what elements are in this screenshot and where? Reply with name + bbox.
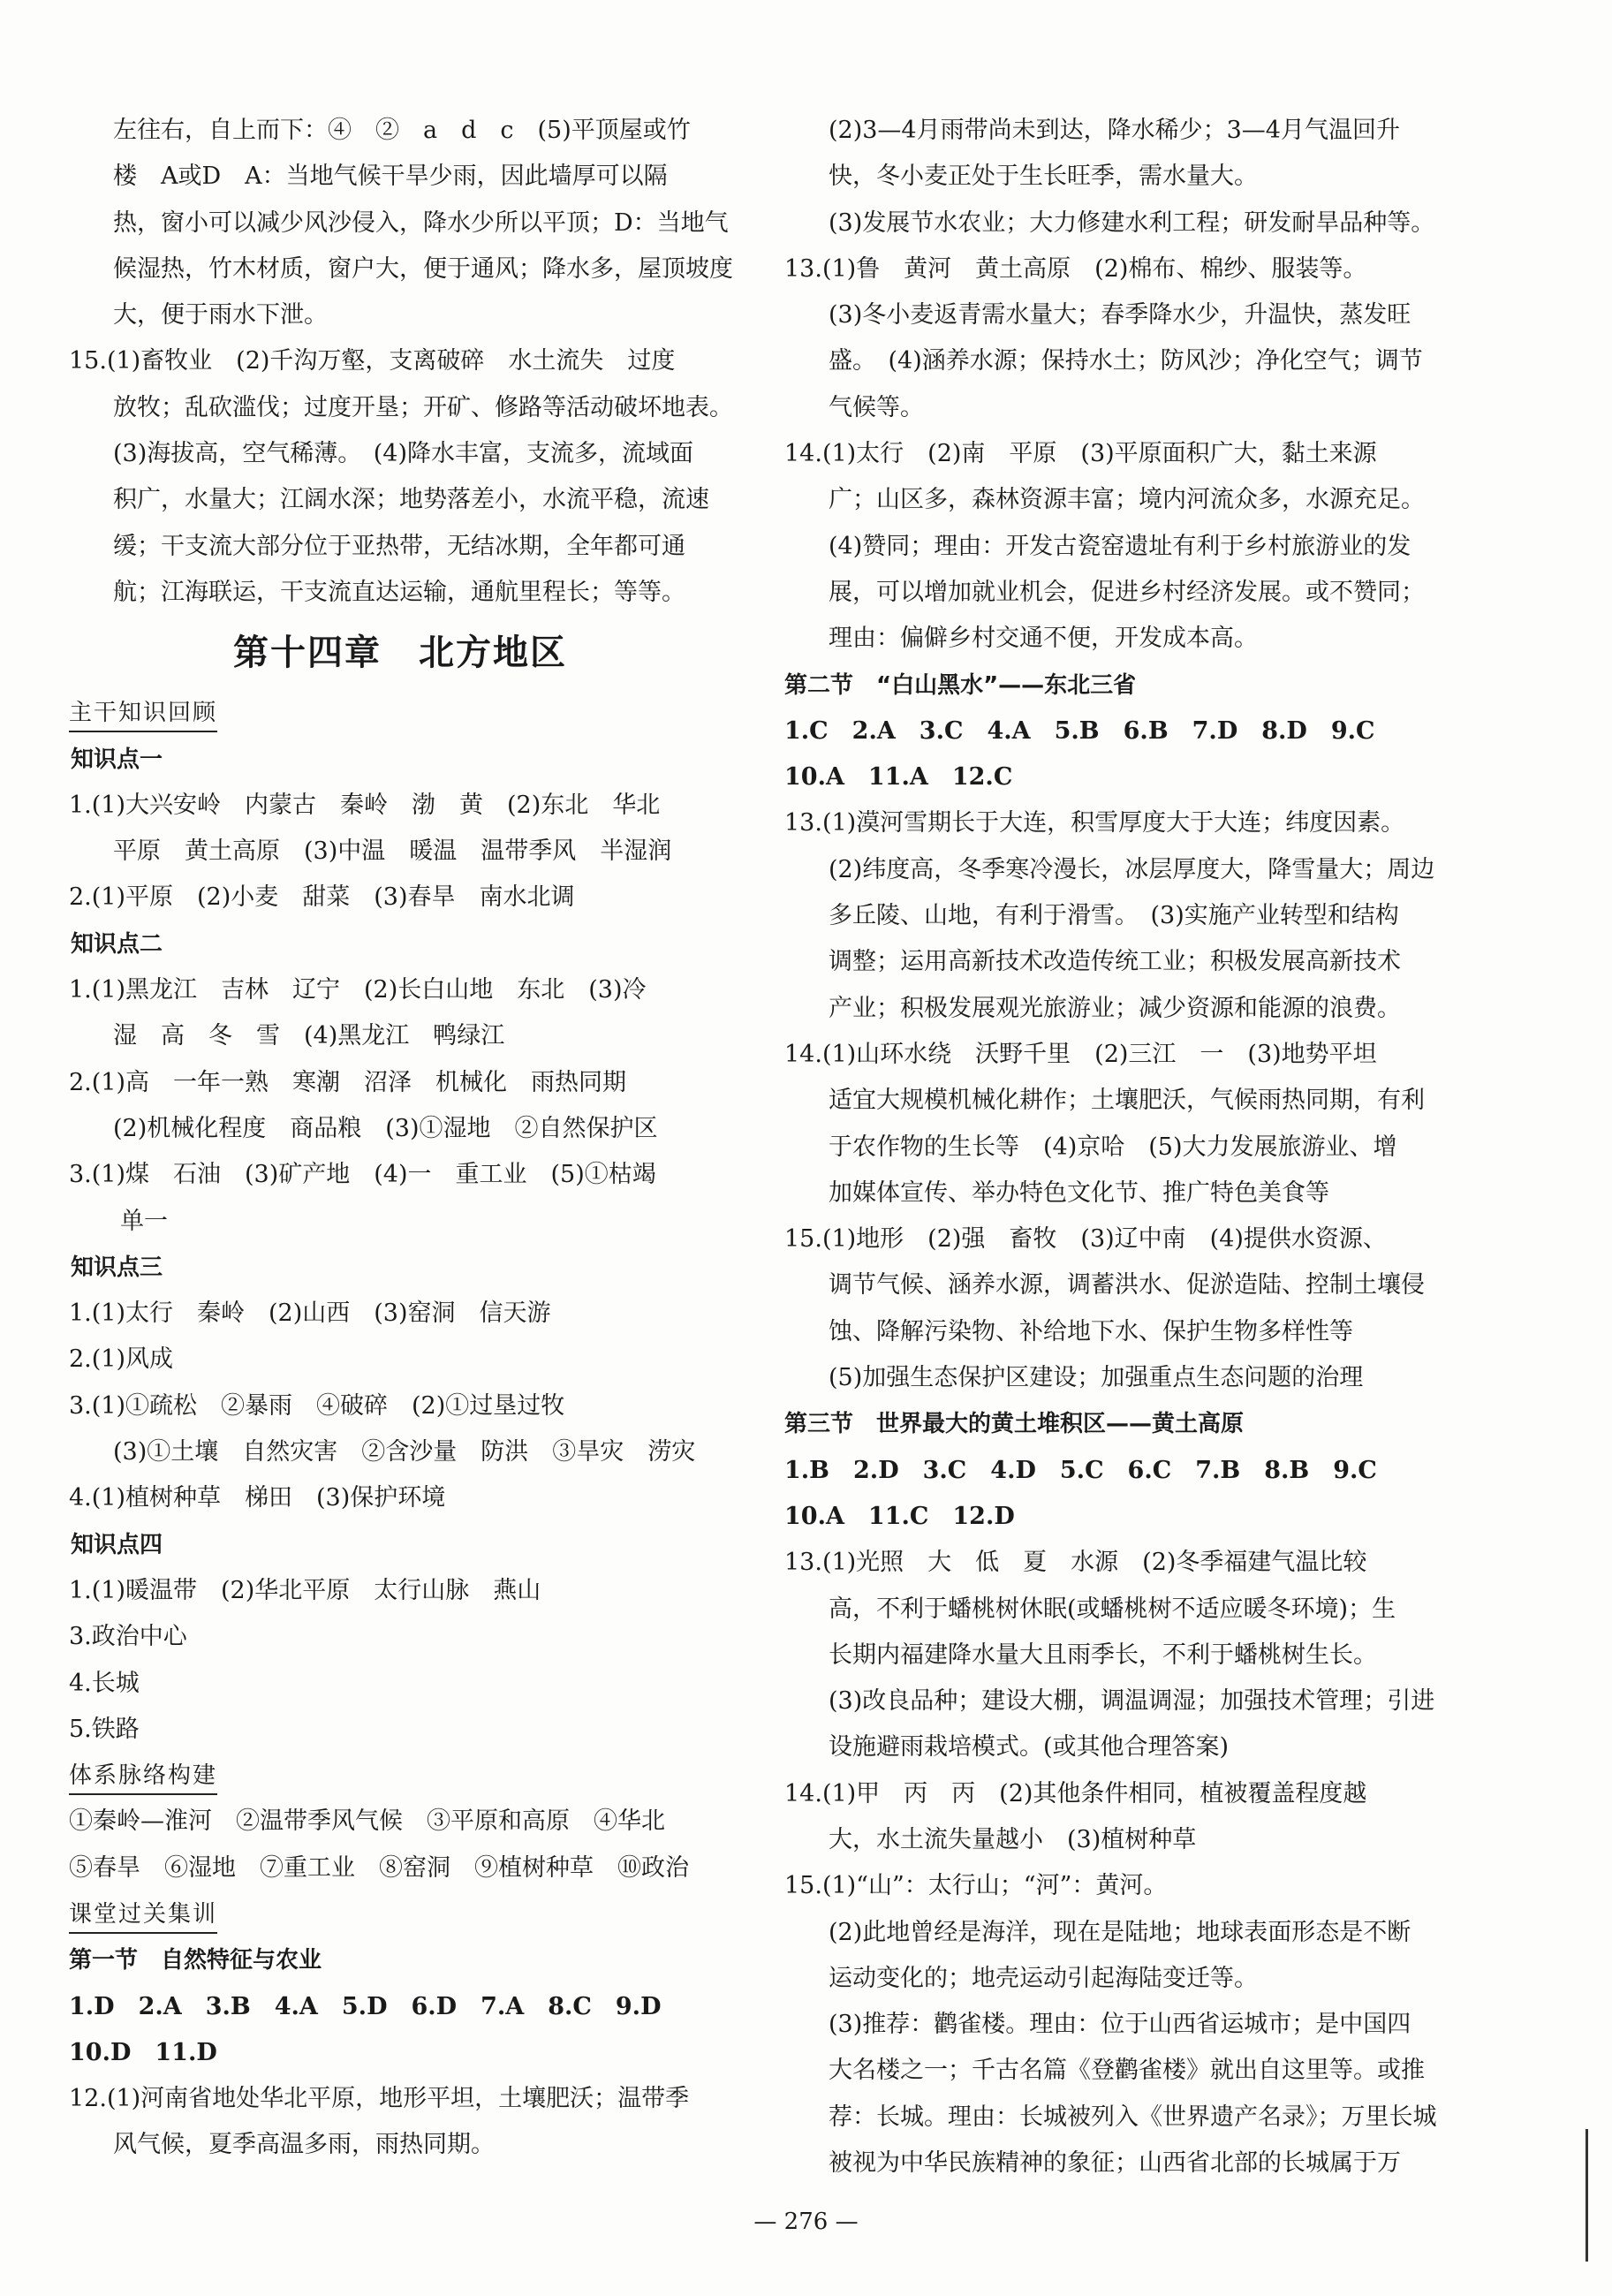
right-line: 多丘陵、山地，有利于滑雪。 (3)实施产业转型和结构 — [829, 902, 1399, 930]
section-header — [69, 1753, 723, 1799]
section-header — [69, 1891, 723, 1937]
left-line: ⑤春旱 ⑥湿地 ⑦重工业 ⑧窑洞 ⑨植树种草 ⑩政治 — [69, 1853, 689, 1882]
left-line: 1.(1)暖温带 (2)华北平原 太行山脉 燕山 — [69, 1576, 541, 1604]
left-line: 左往右，自上而下：④ ② a d c (5)平顶屋或竹 — [113, 117, 691, 144]
left-line: 12.(1)河南省地处华北平原，地形平坦，土壤肥沃；温带季 — [69, 2085, 690, 2113]
right-line: 15.(1)地形 (2)强 畜牧 (3)辽中南 (4)提供水资源、 — [784, 1225, 1387, 1254]
left-line: 5.铁路 — [69, 1715, 140, 1743]
left-line: 平原 黄土高原 (3)中温 暖温 温带季风 半湿润 — [113, 837, 672, 866]
right-line: (4)赞同；理由：开发古瓷窑遗址有利于乡村旅游业的发 — [829, 532, 1411, 560]
right-line: 13.(1)鲁 黄河 黄土高原 (2)棉布、棉纱、服装等。 — [784, 254, 1367, 283]
left-line: 楼 A或D A：当地气候干旱少雨，因此墙厚可以隔 — [113, 163, 668, 191]
right-line: 于农作物的生长等 (4)京哈 (5)大力发展旅游业、增 — [829, 1133, 1397, 1161]
right-line: 产业；积极发展观光旅游业；减少资源和能源的浪费。 — [829, 994, 1401, 1022]
right-line: 高，不利于蟠桃树休眠(或蟠桃树不适应暖冬环境)；生 — [829, 1595, 1396, 1623]
left-line: (3)①土壤 自然灾害 ②含沙量 防洪 ③旱灾 涝灾 — [113, 1438, 696, 1466]
right-line: 14.(1)太行 (2)南 平原 (3)平原面积广大，黏土来源 — [784, 440, 1377, 468]
left-line: 4.长城 — [69, 1669, 140, 1697]
right-line: (3)推荐：鹳雀楼。理由：位于山西省运城市；是中国四 — [829, 2011, 1411, 2039]
right-line: 广；山区多，森林资源丰富；境内河流众多，水源充足。 — [829, 486, 1425, 514]
right-column — [784, 108, 1447, 2186]
subsection-title: 第一节 自然特征与农业 — [69, 1947, 322, 1974]
left-column — [69, 108, 733, 2169]
left-line: 热，窗小可以减少风沙侵入，降水少所以平顶；D：当地气 — [113, 208, 729, 237]
right-line: 13.(1)漠河雪期长于大连，积雪厚度大于大连；纬度因素。 — [784, 809, 1405, 837]
right-line: 气候等。 — [829, 393, 924, 421]
right-line: (3)改良品种；建设大棚，调温调湿；加强技术管理；引进 — [829, 1687, 1435, 1716]
right-line: 加媒体宣传、举办特色文化节、推广特色美食等 — [829, 1178, 1329, 1207]
answer-key-line: 10.A 11.A 12.C — [784, 763, 1013, 792]
right-line: (3)冬小麦返青需水量大；春季降水少，升温快，蒸发旺 — [829, 301, 1411, 330]
left-line: ①秦岭—淮河 ②温带季风气候 ③平原和高原 ④华北 — [69, 1807, 665, 1836]
right-line: (2)此地曾经是海洋，现在是陆地；地球表面形态是不断 — [829, 1918, 1411, 1946]
right-line: (2)3—4月雨带尚未到达，降水稀少；3—4月气温回升 — [829, 117, 1400, 144]
left-line: 1.(1)黑龙江 吉林 辽宁 (2)长白山地 东北 (3)冷 — [69, 976, 647, 1004]
left-line: 放牧；乱砍滥伐；过度开垦；开矿、修路等活动破坏地表。 — [113, 393, 733, 421]
left-line: 3.政治中心 — [69, 1623, 187, 1651]
right-line: 适宜大规模机械化耕作；土壤肥沃，气候雨热同期，有利 — [829, 1087, 1425, 1115]
left-line: 2.(1)高 一年一熟 寒潮 沼泽 机械化 雨热同期 — [69, 1068, 627, 1096]
left-line: 积广，水量大；江阔水深；地势落差小，水流平稳，流速 — [113, 486, 709, 514]
right-line: 大，水土流失量越小 (3)植树种草 — [829, 1825, 1197, 1853]
answer-key-line: 1.D 2.A 3.B 4.A 5.D 6.D 7.A 8.C 9.D — [69, 1992, 662, 2020]
right-line: 蚀、降解污染物、补给地下水、保护生物多样性等 — [829, 1317, 1353, 1345]
left-line: 航；江海联运，干支流直达运输，通航里程长；等等。 — [113, 578, 685, 606]
subsection-title: 第二节 “白山黑水”——东北三省 — [784, 671, 1137, 699]
right-line: 大名楼之一；千古名篇《登鹳雀楼》就出自这里等。或推 — [829, 2057, 1425, 2085]
left-line: 大，便于雨水下泄。 — [113, 301, 328, 330]
right-line: 调节气候、涵养水源，调蓄洪水、促淤造陆、控制土壤侵 — [829, 1271, 1425, 1300]
right-line: 13.(1)光照 大 低 夏 水源 (2)冬季福建气温比较 — [784, 1549, 1367, 1577]
left-line: 候湿热，竹木材质，窗户大，便于通风；降水多，屋顶坡度 — [113, 254, 733, 283]
section-header — [69, 690, 723, 736]
right-line: 调整；运用高新技术改造传统工业；积极发展高新技术 — [829, 948, 1401, 976]
left-line: 3.(1)煤 石油 (3)矿产地 (4)一 重工业 (5)①枯竭 — [69, 1161, 656, 1189]
right-line: 理由：偏僻乡村交通不便，开发成本高。 — [829, 625, 1258, 653]
right-line: 展，可以增加就业机会，促进乡村经济发展。或不赞同； — [829, 578, 1425, 606]
knowledge-point-title: 知识点三 — [71, 1254, 163, 1281]
right-line: 15.(1)“山”：太行山；“河”：黄河。 — [784, 1872, 1168, 1900]
knowledge-point-title: 知识点四 — [71, 1531, 163, 1558]
right-line: (5)加强生态保护区建设；加强重点生态问题的治理 — [829, 1364, 1364, 1392]
section-header-label: 课堂过关集训 — [69, 1897, 217, 1934]
subsection-title: 第三节 世界最大的黄土堆积区——黄土高原 — [784, 1411, 1245, 1438]
left-line: 1.(1)大兴安岭 内蒙古 秦岭 渤 黄 (2)东北 华北 — [69, 791, 661, 819]
left-line: 1.(1)太行 秦岭 (2)山西 (3)窑洞 信天游 — [69, 1300, 551, 1328]
right-line: 14.(1)山环水绕 沃野千里 (2)三江 一 (3)地势平坦 — [784, 1040, 1377, 1068]
right-line: 快，冬小麦正处于生长旺季，需水量大。 — [829, 163, 1258, 191]
left-line: 15.(1)畜牧业 (2)千沟万壑，支离破碎 水土流失 过度 — [69, 347, 676, 375]
right-line: 盛。 (4)涵养水源；保持水土；防风沙；净化空气；调节 — [829, 347, 1423, 375]
right-line: 设施避雨栽培模式。(或其他合理答案) — [829, 1733, 1230, 1762]
left-line: (2)机械化程度 商品粮 (3)①湿地 ②自然保护区 — [113, 1114, 658, 1142]
chapter-title: 第十四章 北方地区 — [233, 632, 567, 674]
right-line: (3)发展节水农业；大力修建水利工程；研发耐旱品种等。 — [829, 208, 1435, 237]
right-line: 荐：长城。理由：长城被列入《世界遗产名录》；万里长城 — [829, 2103, 1437, 2131]
left-line: 4.(1)植树种草 梯田 (3)保护环境 — [69, 1484, 446, 1512]
left-line: 2.(1)平原 (2)小麦 甜菜 (3)春旱 南水北调 — [69, 883, 575, 912]
left-line: 单一 — [120, 1207, 168, 1235]
knowledge-point-title: 知识点二 — [71, 930, 163, 958]
section-header-label: 体系脉络构建 — [69, 1758, 217, 1795]
left-line: 风气候，夏季高温多雨，雨热同期。 — [113, 2131, 495, 2159]
right-line: 运动变化的；地壳运动引起海陆变迁等。 — [829, 1964, 1258, 1992]
answer-key-line: 10.D 11.D — [69, 2038, 217, 2066]
left-line: (3)海拔高，空气稀薄。 (4)降水丰富，支流多，流域面 — [113, 440, 693, 468]
margin-rule — [1586, 2129, 1588, 2262]
answer-key-line: 1.B 2.D 3.C 4.D 5.C 6.C 7.B 8.B 9.C — [784, 1456, 1377, 1484]
answer-key-line: 10.A 11.C 12.D — [784, 1502, 1015, 1530]
left-line: 湿 高 冬 雪 (4)黑龙江 鸭绿江 — [113, 1022, 505, 1050]
right-line: (2)纬度高，冬季寒冷漫长，冰层厚度大，降雪量大；周边 — [829, 855, 1435, 883]
section-header-label: 主干知识回顾 — [69, 695, 217, 732]
left-line: 缓；干支流大部分位于亚热带，无结冰期，全年都可通 — [113, 532, 685, 560]
page-number: — 276 — — [753, 2209, 859, 2235]
left-line: 2.(1)风成 — [69, 1345, 174, 1374]
right-line: 长期内福建降水量大且雨季长，不利于蟠桃树生长。 — [829, 1641, 1377, 1669]
right-line: 14.(1)甲 丙 丙 (2)其他条件相同，植被覆盖程度越 — [784, 1779, 1367, 1807]
left-line: 3.(1)①疏松 ②暴雨 ④破碎 (2)①过垦过牧 — [69, 1391, 565, 1420]
right-line: 被视为中华民族精神的象征；山西省北部的长城属于万 — [829, 2149, 1401, 2178]
answer-key-line: 1.C 2.A 3.C 4.A 5.B 6.B 7.D 8.D 9.C — [784, 716, 1375, 745]
knowledge-point-title: 知识点一 — [71, 746, 163, 773]
